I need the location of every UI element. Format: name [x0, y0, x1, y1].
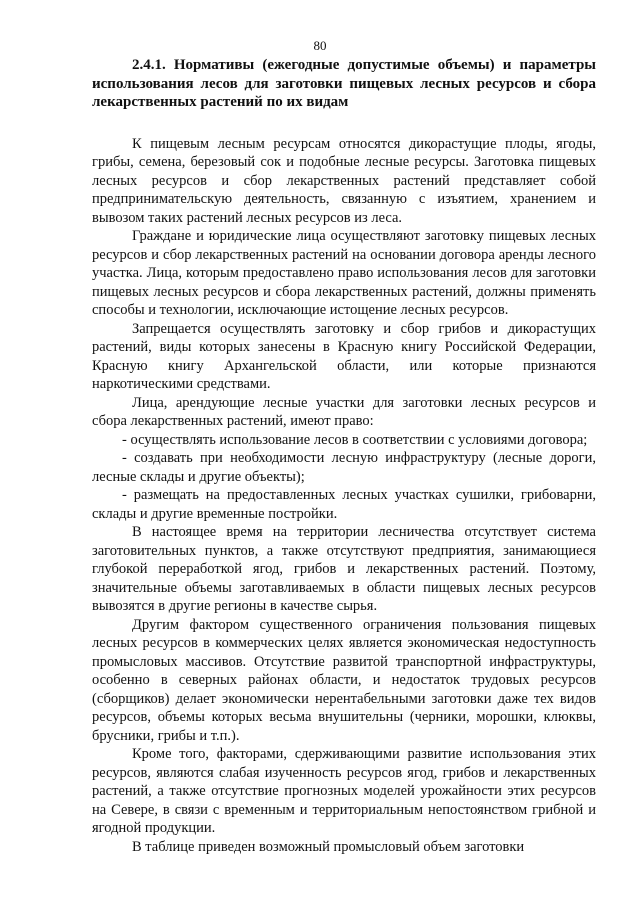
section-heading: 2.4.1. Нормативы (ежегодные допустимые объемы) и параметры использования лесов для заготовки пищевых лесных ресурсов и сбора лекарственных растений по их видам [92, 57, 596, 110]
paragraph-other-factors: Кроме того, факторами, сдерживающими развитие использования этих ресурсов, являются слабая изученность ресурсов ягод, грибов и лекарственных растений, а также отсутствие прогнозных моделей урожайности этих ресурсов на Севере, в связи с временным и территориальным непостоянством грибной и ягодной продукции. [92, 746, 596, 836]
paragraph-lease-rights: Граждане и юридические лица осуществляют заготовку пищевых лесных ресурсов и сбор лекарственных растений на основании договора аренды лесного участка. Лица, которым предоставлено право использования лесов для заготовки пищевых лесных ресурсов и сбора лекарственных растений, должны применять способы и технологии, исключающие истощение лесных ресурсов. [92, 228, 596, 318]
list-item-buildings: - размещать на предоставленных лесных участках сушилки, грибоварни, склады и другие временные постройки. [92, 487, 596, 522]
page-content [92, 56, 596, 856]
paragraph-lessee-rights: Лица, арендующие лесные участки для заготовки лесных ресурсов и сбора лекарственных растений, имеют право: [92, 394, 596, 429]
page-number: 80 [313, 38, 327, 53]
paragraph-prohibition: Запрещается осуществлять заготовку и сбор грибов и дикорастущих растений, виды которых занесены в Красную книгу Российской Федерации, Красную книгу Архангельской области, или которые признаются наркотическими средствами. [92, 320, 596, 392]
paragraph-table-intro: В таблице приведен возможный промысловый объем заготовки [132, 838, 525, 855]
list-item-infrastructure: - создавать при необходимости лесную инфраструктуру (лесные дороги, лесные склады и другие объекты); [92, 450, 596, 485]
list-item-use-forests: - осуществлять использование лесов в соответствии с условиями договора; [122, 431, 588, 448]
paragraph-economic-factor: Другим фактором существенного ограничения пользования пищевых лесных ресурсов в коммерческих целях является экономическая недоступность промысловых массивов. Отсутствие развитой транспортной инфраструктуры, особенно в северных районах области, и недостаток трудовых ресурсов (сборщиков) делает экономически нерентабельными заготовки даже тех видов ресурсов, объемы которых весьма внушительны (черники, морошки, клюквы, брусники, грибы и т.п.). [92, 616, 596, 744]
paragraph-food-resources: К пищевым лесным ресурсам относятся дикорастущие плоды, ягоды, грибы, семена, березовый сок и подобные лесные ресурсы. Заготовка пищевых лесных ресурсов и сбор лекарственных растений представляет собой предпринимательскую деятельность, связанную с изъятием, хранением и вывозом таких растений лесных ресурсов из леса. [92, 135, 596, 226]
body-text [92, 135, 596, 857]
paragraph-current-situation: В настоящее время на территории лесничества отсутствует система заготовительных пунктов, а также отсутствуют предприятия, занимающиеся глубокой переработкой ягод, грибов и лекарственных растений. Поэтому, значительные объемы заготавливаемых в области пищевых лесных ресурсов вывозятся в другие регионы в качестве сырья. [92, 524, 596, 614]
